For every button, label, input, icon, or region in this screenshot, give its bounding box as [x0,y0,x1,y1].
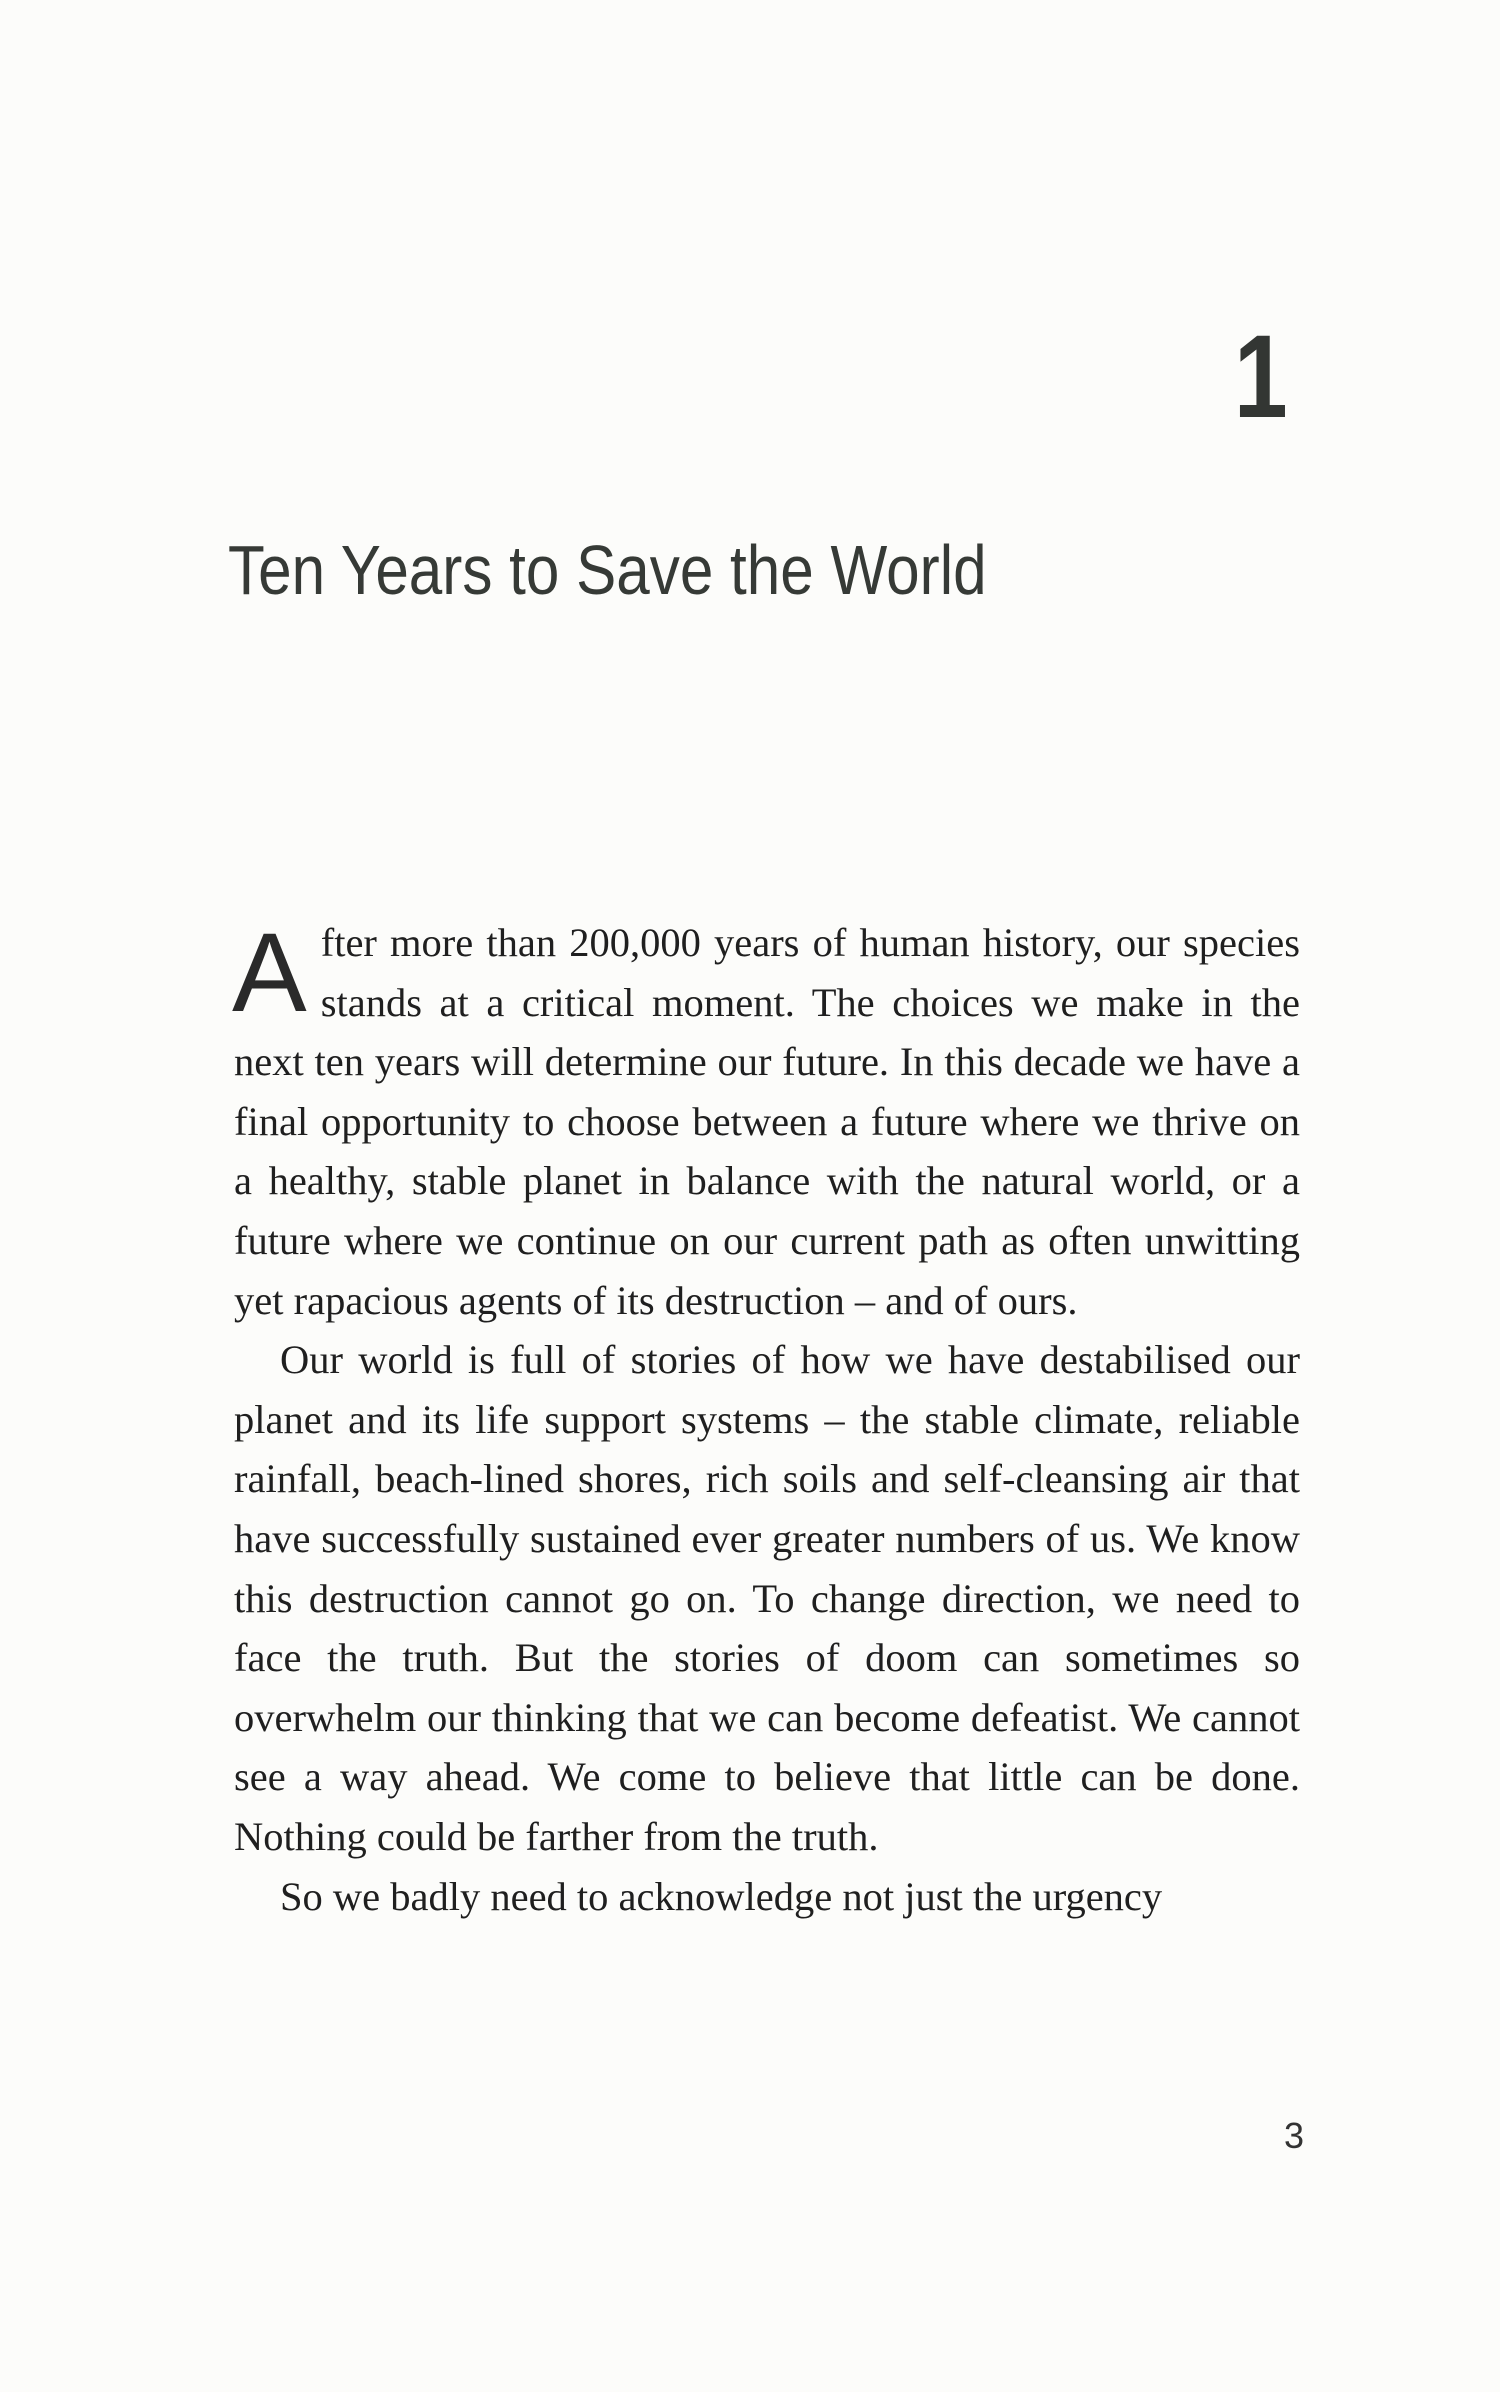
drop-cap: A [232,910,307,1035]
paragraph-1 [232,910,1300,1330]
chapter-body [232,910,1300,1926]
paragraph-2: Our world is full of stories of how we have destabilised our planet and its life support systems – the stable climate, reliable rainfall, beach-lined shores, rich soils and self-cleansing air that have successfully sustained ever greater numbers of us. We know this destruction cannot go on. To change direction, we need to face the truth. But the stories of doom can sometimes so overwhelm our thinking that we can become defeatist. We cannot see a way ahead. We come to believe that little can be done. Nothing could be farther from the truth. [234,1337,1300,1859]
paragraph-1-text: fter more than 200,000 years of human history, our species stands at a critical moment. The choices we make in the next ten years will determine our future. In this decade we have a final opportunity to choose between a future where we thrive on a healthy, stable planet in balance with the natural world, or a future where we continue on our current path as often unwitting yet rapacious agents of its destruction – and of ours. [234,920,1300,1323]
paragraph-3: So we badly need to acknowledge not just the urgency [280,1873,1163,1919]
chapter-title: Ten Years to Save the World [228,531,987,609]
page-number: 3 [1283,2115,1304,2156]
chapter-number: 1 [1234,311,1288,443]
